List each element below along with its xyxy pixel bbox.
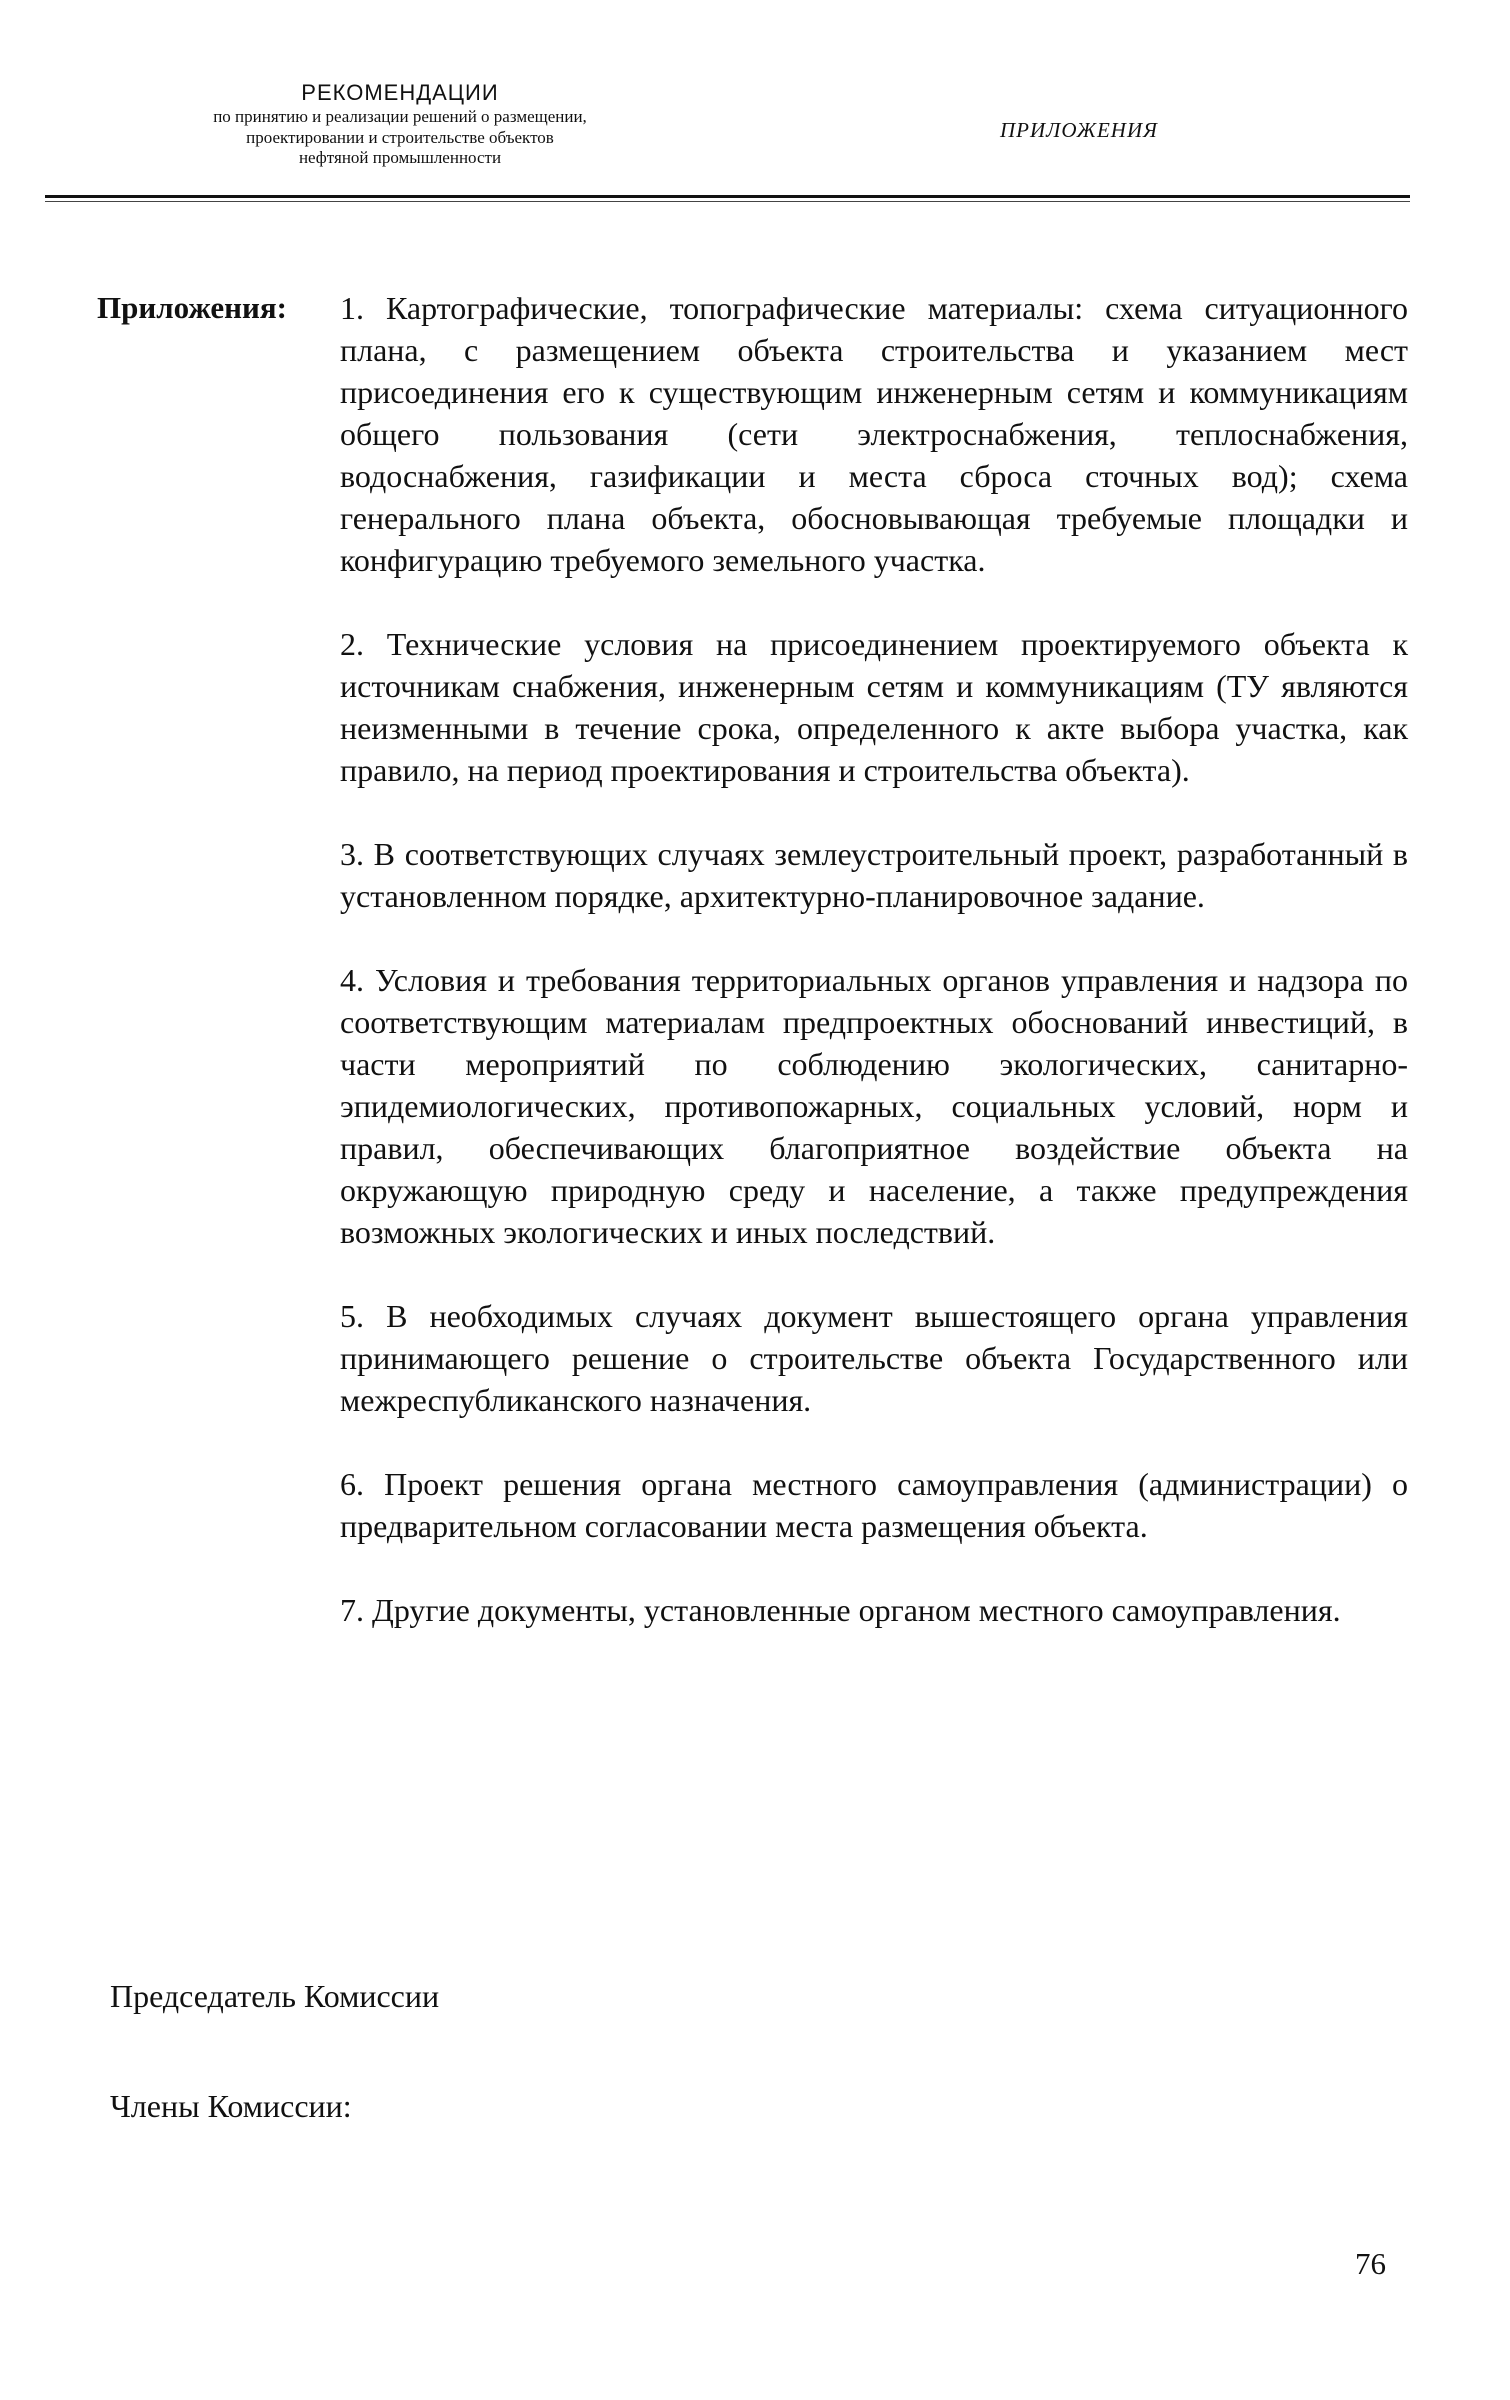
appendix-list: [340, 287, 1408, 1673]
appendix-item-4: 4. Условия и требования территориальных органов управления и надзора по соответствующим материалам предпроектных обоснований инвестиций, в части мероприятий по соблюдению экологических, санитарно-эпидемиологических, противопожарных, социальных условий, норм и правил, обеспечивающих благоприятное воздействие объекта на окружающую природную среду и население, а также предупреждения возможных экологических и иных последствий.: [340, 962, 1408, 1250]
header-divider: [45, 195, 1410, 198]
header-subtitle-line-1: по принятию и реализации решений о размещении,: [213, 106, 587, 126]
members-signature-line: Члены Комиссии:: [110, 2088, 352, 2124]
appendix-item-1: 1. Картографические, топографические материалы: схема ситуационного плана, с размещением объекта строительства и указанием мест присоединения его к существующим инженерным сетям и коммуникациям общего пользования (сети электроснабжения, теплоснабжения, водоснабжения, газификации и места сброса сточных вод); схема генерального плана объекта, обосновывающая требуемые площадки и конфигурацию требуемого земельного участка.: [340, 290, 1408, 578]
header-title: РЕКОМЕНДАЦИИ: [301, 80, 499, 105]
appendix-item-5: 5. В необходимых случаях документ вышестоящего органа управления принимающего решение о строительстве объекта Государственного или межреспубликанского назначения.: [340, 1298, 1408, 1418]
appendix-item-6: 6. Проект решения органа местного самоуправления (администрации) о предварительном согласовании места размещения объекта.: [340, 1466, 1408, 1544]
appendix-item-7: 7. Другие документы, установленные органом местного самоуправления.: [340, 1592, 1341, 1628]
header-divider-thin: [45, 201, 1410, 202]
appendix-label: Приложения:: [97, 290, 287, 325]
header-subtitle-line-2: проектировании и строительстве объектов: [246, 127, 554, 147]
header-section-title: ПРИЛОЖЕНИЯ: [1000, 118, 1158, 142]
appendix-item-2: 2. Технические условия на присоединением проектируемого объекта к источникам снабжения, инженерным сетям и коммуникациям (ТУ являются неизменными в течение срока, определенного к акте выбора участка, как правило, на период проектирования и строительства объекта).: [340, 626, 1408, 788]
page-number: 76: [1355, 2246, 1386, 2281]
chairman-signature-line: Председатель Комиссии: [110, 1978, 440, 2014]
header-subtitle-line-3: нефтяной промышленности: [298, 148, 502, 168]
appendix-item-3: 3. В соответствующих случаях землеустроительный проект, разработанный в установленном порядке, архитектурно-планировочное задание.: [340, 836, 1408, 914]
document-header: [100, 80, 700, 169]
